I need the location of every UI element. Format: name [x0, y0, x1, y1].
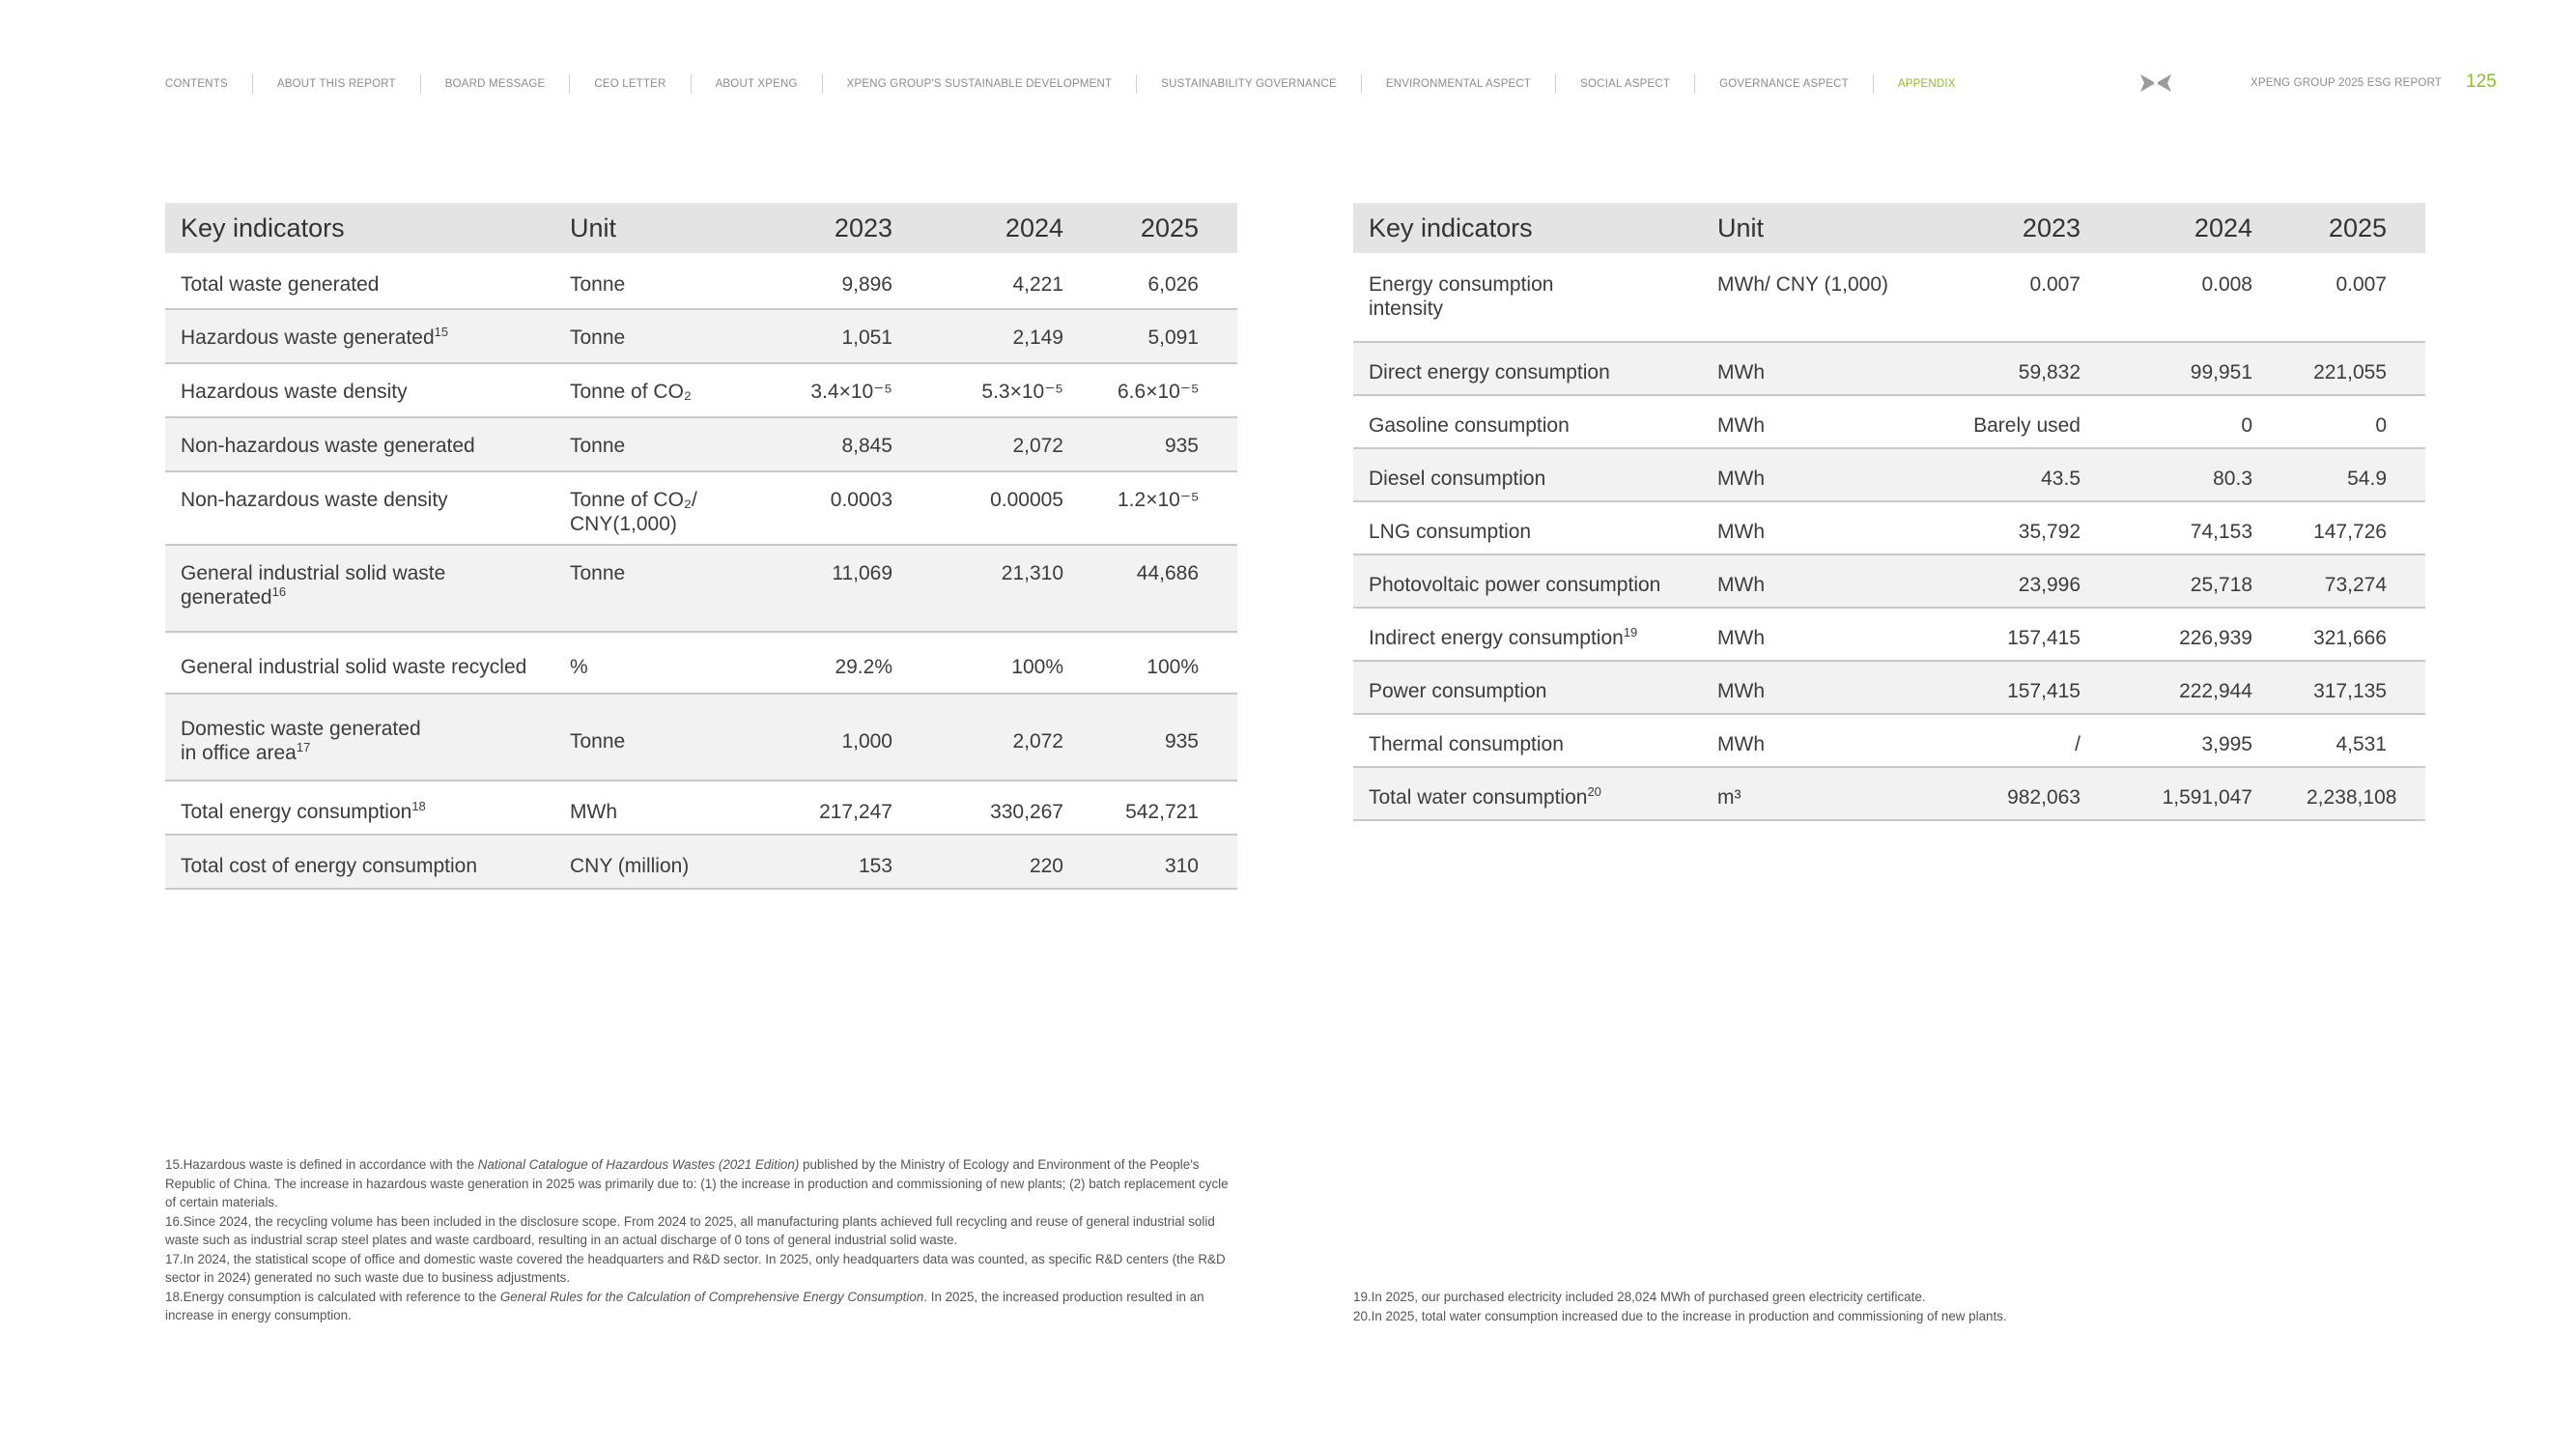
value-2023: 0.0003 — [783, 471, 931, 545]
value-2023: 8,845 — [783, 417, 931, 471]
table-row — [165, 255, 1237, 309]
value-2025: 0 — [2291, 395, 2425, 448]
value-2024: 0 — [2119, 395, 2291, 448]
value-2023: 982,063 — [1930, 767, 2119, 820]
indicator-name: Direct energy consumption — [1353, 342, 1702, 395]
header-2023: 2023 — [1930, 203, 2119, 255]
indicator-unit: MWh — [1702, 714, 1930, 767]
indicator-unit: Tonne — [554, 417, 783, 471]
indicator-name: Non-hazardous waste generated — [165, 417, 554, 471]
footnote-ref: 15 — [434, 325, 449, 339]
table-row — [165, 632, 1237, 694]
table-row — [1353, 554, 2425, 608]
value-2024: 1,591,047 — [2119, 767, 2291, 820]
nav-about-this-report[interactable]: ABOUT THIS REPORT — [252, 74, 420, 94]
value-2023: 217,247 — [783, 781, 931, 835]
value-2025: 6,026 — [1102, 255, 1237, 309]
nav-sustainable-development[interactable]: XPENG GROUP'S SUSTAINABLE DEVELOPMENT — [822, 74, 1137, 94]
indicator-unit: MWh — [1702, 608, 1930, 661]
indicator-unit: MWh — [1702, 395, 1930, 448]
table-row — [165, 545, 1237, 632]
indicator-name: Energy consumption intensity — [1353, 255, 1702, 342]
value-2025: 44,686 — [1102, 545, 1237, 632]
value-2024: 74,153 — [2119, 501, 2291, 554]
nav-environmental-aspect[interactable]: ENVIRONMENTAL ASPECT — [1361, 74, 1555, 94]
value-2023: 0.007 — [1930, 255, 2119, 342]
indicator-name: Total cost of energy consumption — [165, 835, 554, 889]
indicator-name: Hazardous waste density — [165, 363, 554, 417]
table-row — [165, 417, 1237, 471]
table-row — [1353, 255, 2425, 342]
value-2023: 157,415 — [1930, 608, 2119, 661]
indicator-unit: CNY (million) — [554, 835, 783, 889]
value-2023: 153 — [783, 835, 931, 889]
footnote-ref: 17 — [296, 740, 311, 754]
value-2024: 4,221 — [931, 255, 1102, 309]
table-row — [1353, 501, 2425, 554]
indicator-unit: % — [554, 632, 783, 694]
table-header-row — [1353, 203, 2425, 255]
table-row — [1353, 714, 2425, 767]
value-2025: 147,726 — [2291, 501, 2425, 554]
value-2025: 317,135 — [2291, 661, 2425, 714]
value-2023: 23,996 — [1930, 554, 2119, 608]
indicator-name: Total waste generated — [165, 255, 554, 309]
top-navigation — [165, 70, 1980, 99]
value-2024: 2,072 — [931, 417, 1102, 471]
header-2024: 2024 — [931, 203, 1102, 255]
indicator-name: General industrial solid waste generated$^{16}$ — [165, 545, 554, 632]
footnotes-right — [1353, 1288, 2425, 1325]
value-2024: 2,149 — [931, 309, 1102, 363]
indicator-name: Gasoline consumption — [1353, 395, 1702, 448]
header-2023: 2023 — [783, 203, 931, 255]
table-row — [1353, 661, 2425, 714]
header-unit: Unit — [554, 203, 783, 255]
footnote-15: 15.Hazardous waste is defined in accordance with the National Catalogue of Hazardous Wastes (2021 Edition) published by the Ministry of Ecology and Environment of the People's Republic of China. The increase in hazardous waste generation in 2025 was primarily due to: (1) the increase in production and commissioning of new plants; (2) batch replacement cycle of certain materials. — [165, 1157, 1229, 1209]
report-title: XPENG GROUP 2025 ESG REPORT — [2250, 77, 2442, 89]
footnote-17: 17.In 2024, the statistical scope of office and domestic waste covered the headquarters and R&D sector. In 2025, only headquarters data was counted, as specific R&D centers (the R&D sector in 2024) generated no such waste due to business adjustments. — [165, 1251, 1226, 1285]
footnote-20: 20.In 2025, total water consumption increased due to the increase in production and commissioning of new plants. — [1353, 1308, 2007, 1323]
indicator-unit: Tonne of CO₂/ CNY(1,000) — [554, 471, 783, 545]
value-2023: 157,415 — [1930, 661, 2119, 714]
nav-about-xpeng[interactable]: ABOUT XPENG — [691, 74, 822, 94]
header-key-indicators: Key indicators — [1353, 203, 1702, 255]
indicator-name: Domestic waste generated in office area$^{17}$ — [165, 694, 554, 781]
table-row — [165, 363, 1237, 417]
value-2023: Barely used — [1930, 395, 2119, 448]
value-2025: 542,721 — [1102, 781, 1237, 835]
indicator-name: Photovoltaic power consumption — [1353, 554, 1702, 608]
header-2025: 2025 — [2291, 203, 2425, 255]
footnote-ref: 20 — [1587, 784, 1601, 799]
value-2023: 11,069 — [783, 545, 931, 632]
nav-governance-aspect[interactable]: GOVERNANCE ASPECT — [1694, 74, 1873, 94]
value-2025: 100% — [1102, 632, 1237, 694]
value-2023: 43.5 — [1930, 448, 2119, 501]
table-row — [165, 471, 1237, 545]
indicator-unit: MWh — [1702, 554, 1930, 608]
value-2024: 100% — [931, 632, 1102, 694]
value-2024: 0.008 — [2119, 255, 2291, 342]
value-2025: 54.9 — [2291, 448, 2425, 501]
nav-sustainability-governance[interactable]: SUSTAINABILITY GOVERNANCE — [1136, 74, 1361, 94]
nav-social-aspect[interactable]: SOCIAL ASPECT — [1555, 74, 1694, 94]
indicator-name: Hazardous waste generated$^{15}$ — [165, 309, 554, 363]
value-2024: 3,995 — [2119, 714, 2291, 767]
value-2024: 226,939 — [2119, 608, 2291, 661]
value-2025: 935 — [1102, 694, 1237, 781]
energy-water-indicators-table — [1353, 203, 2425, 821]
indicator-unit: MWh — [1702, 661, 1930, 714]
value-2024: 5.3×10⁻⁵ — [931, 363, 1102, 417]
value-2025: 1.2×10⁻⁵ — [1102, 471, 1237, 545]
footnote-ref: 18 — [411, 798, 426, 813]
nav-contents[interactable]: CONTENTS — [165, 78, 228, 90]
header-key-indicators: Key indicators — [165, 203, 554, 255]
value-2025: 310 — [1102, 835, 1237, 889]
page-number: 125 — [2466, 71, 2497, 92]
indicator-unit: MWh/ CNY (1,000) — [1702, 255, 1930, 342]
value-2025: 6.6×10⁻⁵ — [1102, 363, 1237, 417]
value-2023: 1,051 — [783, 309, 931, 363]
value-2025: 73,274 — [2291, 554, 2425, 608]
indicator-name: Total energy consumption$^{18}$ — [165, 781, 554, 835]
nav-board-message[interactable]: BOARD MESSAGE — [420, 74, 570, 94]
value-2024: 80.3 — [2119, 448, 2291, 501]
table-row — [1353, 608, 2425, 661]
footnote-18: 18.Energy consumption is calculated with reference to the General Rules for the Calculation of Comprehensive Energy Consumption. In 2025, the increased production resulted in an increase in energy consumption. — [165, 1289, 1204, 1322]
indicator-name: Thermal consumption — [1353, 714, 1702, 767]
value-2024: 222,944 — [2119, 661, 2291, 714]
indicator-unit: MWh — [1702, 448, 1930, 501]
indicator-unit: MWh — [1702, 501, 1930, 554]
value-2024: 21,310 — [931, 545, 1102, 632]
footnote-19: 19.In 2025, our purchased electricity included 28,024 MWh of purchased green electricity certificate. — [1353, 1290, 1926, 1304]
value-2023: / — [1930, 714, 2119, 767]
header-2025: 2025 — [1102, 203, 1237, 255]
indicator-unit: MWh — [1702, 342, 1930, 395]
value-2023: 35,792 — [1930, 501, 2119, 554]
indicator-name: Total water consumption$^{20}$ — [1353, 767, 1702, 820]
value-2023: 1,000 — [783, 694, 931, 781]
waste-energy-indicators-table — [165, 203, 1237, 890]
indicator-unit: Tonne — [554, 545, 783, 632]
indicator-unit: Tonne — [554, 694, 783, 781]
indicator-name: Non-hazardous waste density — [165, 471, 554, 545]
value-2023: 29.2% — [783, 632, 931, 694]
value-2024: 25,718 — [2119, 554, 2291, 608]
value-2025: 221,055 — [2291, 342, 2425, 395]
table-row — [1353, 448, 2425, 501]
table-row — [165, 694, 1237, 781]
xpeng-logo-icon — [2139, 71, 2172, 95]
footnote-ref: 19 — [1623, 625, 1638, 639]
indicator-name: Power consumption — [1353, 661, 1702, 714]
footnote-ref: 16 — [271, 584, 287, 599]
value-2025: 2,238,108 — [2291, 767, 2425, 820]
value-2023: 3.4×10⁻⁵ — [783, 363, 931, 417]
indicator-name: Indirect energy consumption$^{19}$ — [1353, 608, 1702, 661]
table-header-row — [165, 203, 1237, 255]
value-2025: 0.007 — [2291, 255, 2425, 342]
value-2024: 2,072 — [931, 694, 1102, 781]
table-row — [1353, 395, 2425, 448]
value-2025: 5,091 — [1102, 309, 1237, 363]
table-row — [165, 781, 1237, 835]
indicator-unit: Tonne — [554, 309, 783, 363]
table-row — [1353, 767, 2425, 820]
indicator-unit: Tonne — [554, 255, 783, 309]
indicator-unit: m³ — [1702, 767, 1930, 820]
value-2025: 4,531 — [2291, 714, 2425, 767]
value-2024: 220 — [931, 835, 1102, 889]
value-2024: 0.00005 — [931, 471, 1102, 545]
nav-appendix[interactable]: APPENDIX — [1873, 74, 1980, 94]
indicator-unit: MWh — [554, 781, 783, 835]
value-2023: 59,832 — [1930, 342, 2119, 395]
footnotes-left — [165, 1155, 1237, 1325]
value-2024: 99,951 — [2119, 342, 2291, 395]
indicator-unit: Tonne of CO₂ — [554, 363, 783, 417]
indicator-name: LNG consumption — [1353, 501, 1702, 554]
header-unit: Unit — [1702, 203, 1930, 255]
value-2025: 321,666 — [2291, 608, 2425, 661]
indicator-name: Diesel consumption — [1353, 448, 1702, 501]
table-row — [165, 835, 1237, 889]
indicator-name: General industrial solid waste recycled — [165, 632, 554, 694]
header-2024: 2024 — [2119, 203, 2291, 255]
footnote-16: 16.Since 2024, the recycling volume has been included in the disclosure scope. From 2024 to 2025, all manufacturing plants achieved full recycling and reuse of general industrial solid waste such as industrial scrap steel plates and waste cardboard, resulting in an actual discharge of 0 tons of general industrial solid waste. — [165, 1213, 1215, 1247]
value-2024: 330,267 — [931, 781, 1102, 835]
nav-ceo-letter[interactable]: CEO LETTER — [569, 74, 690, 94]
table-row — [1353, 342, 2425, 395]
table-row — [165, 309, 1237, 363]
value-2023: 9,896 — [783, 255, 931, 309]
value-2025: 935 — [1102, 417, 1237, 471]
